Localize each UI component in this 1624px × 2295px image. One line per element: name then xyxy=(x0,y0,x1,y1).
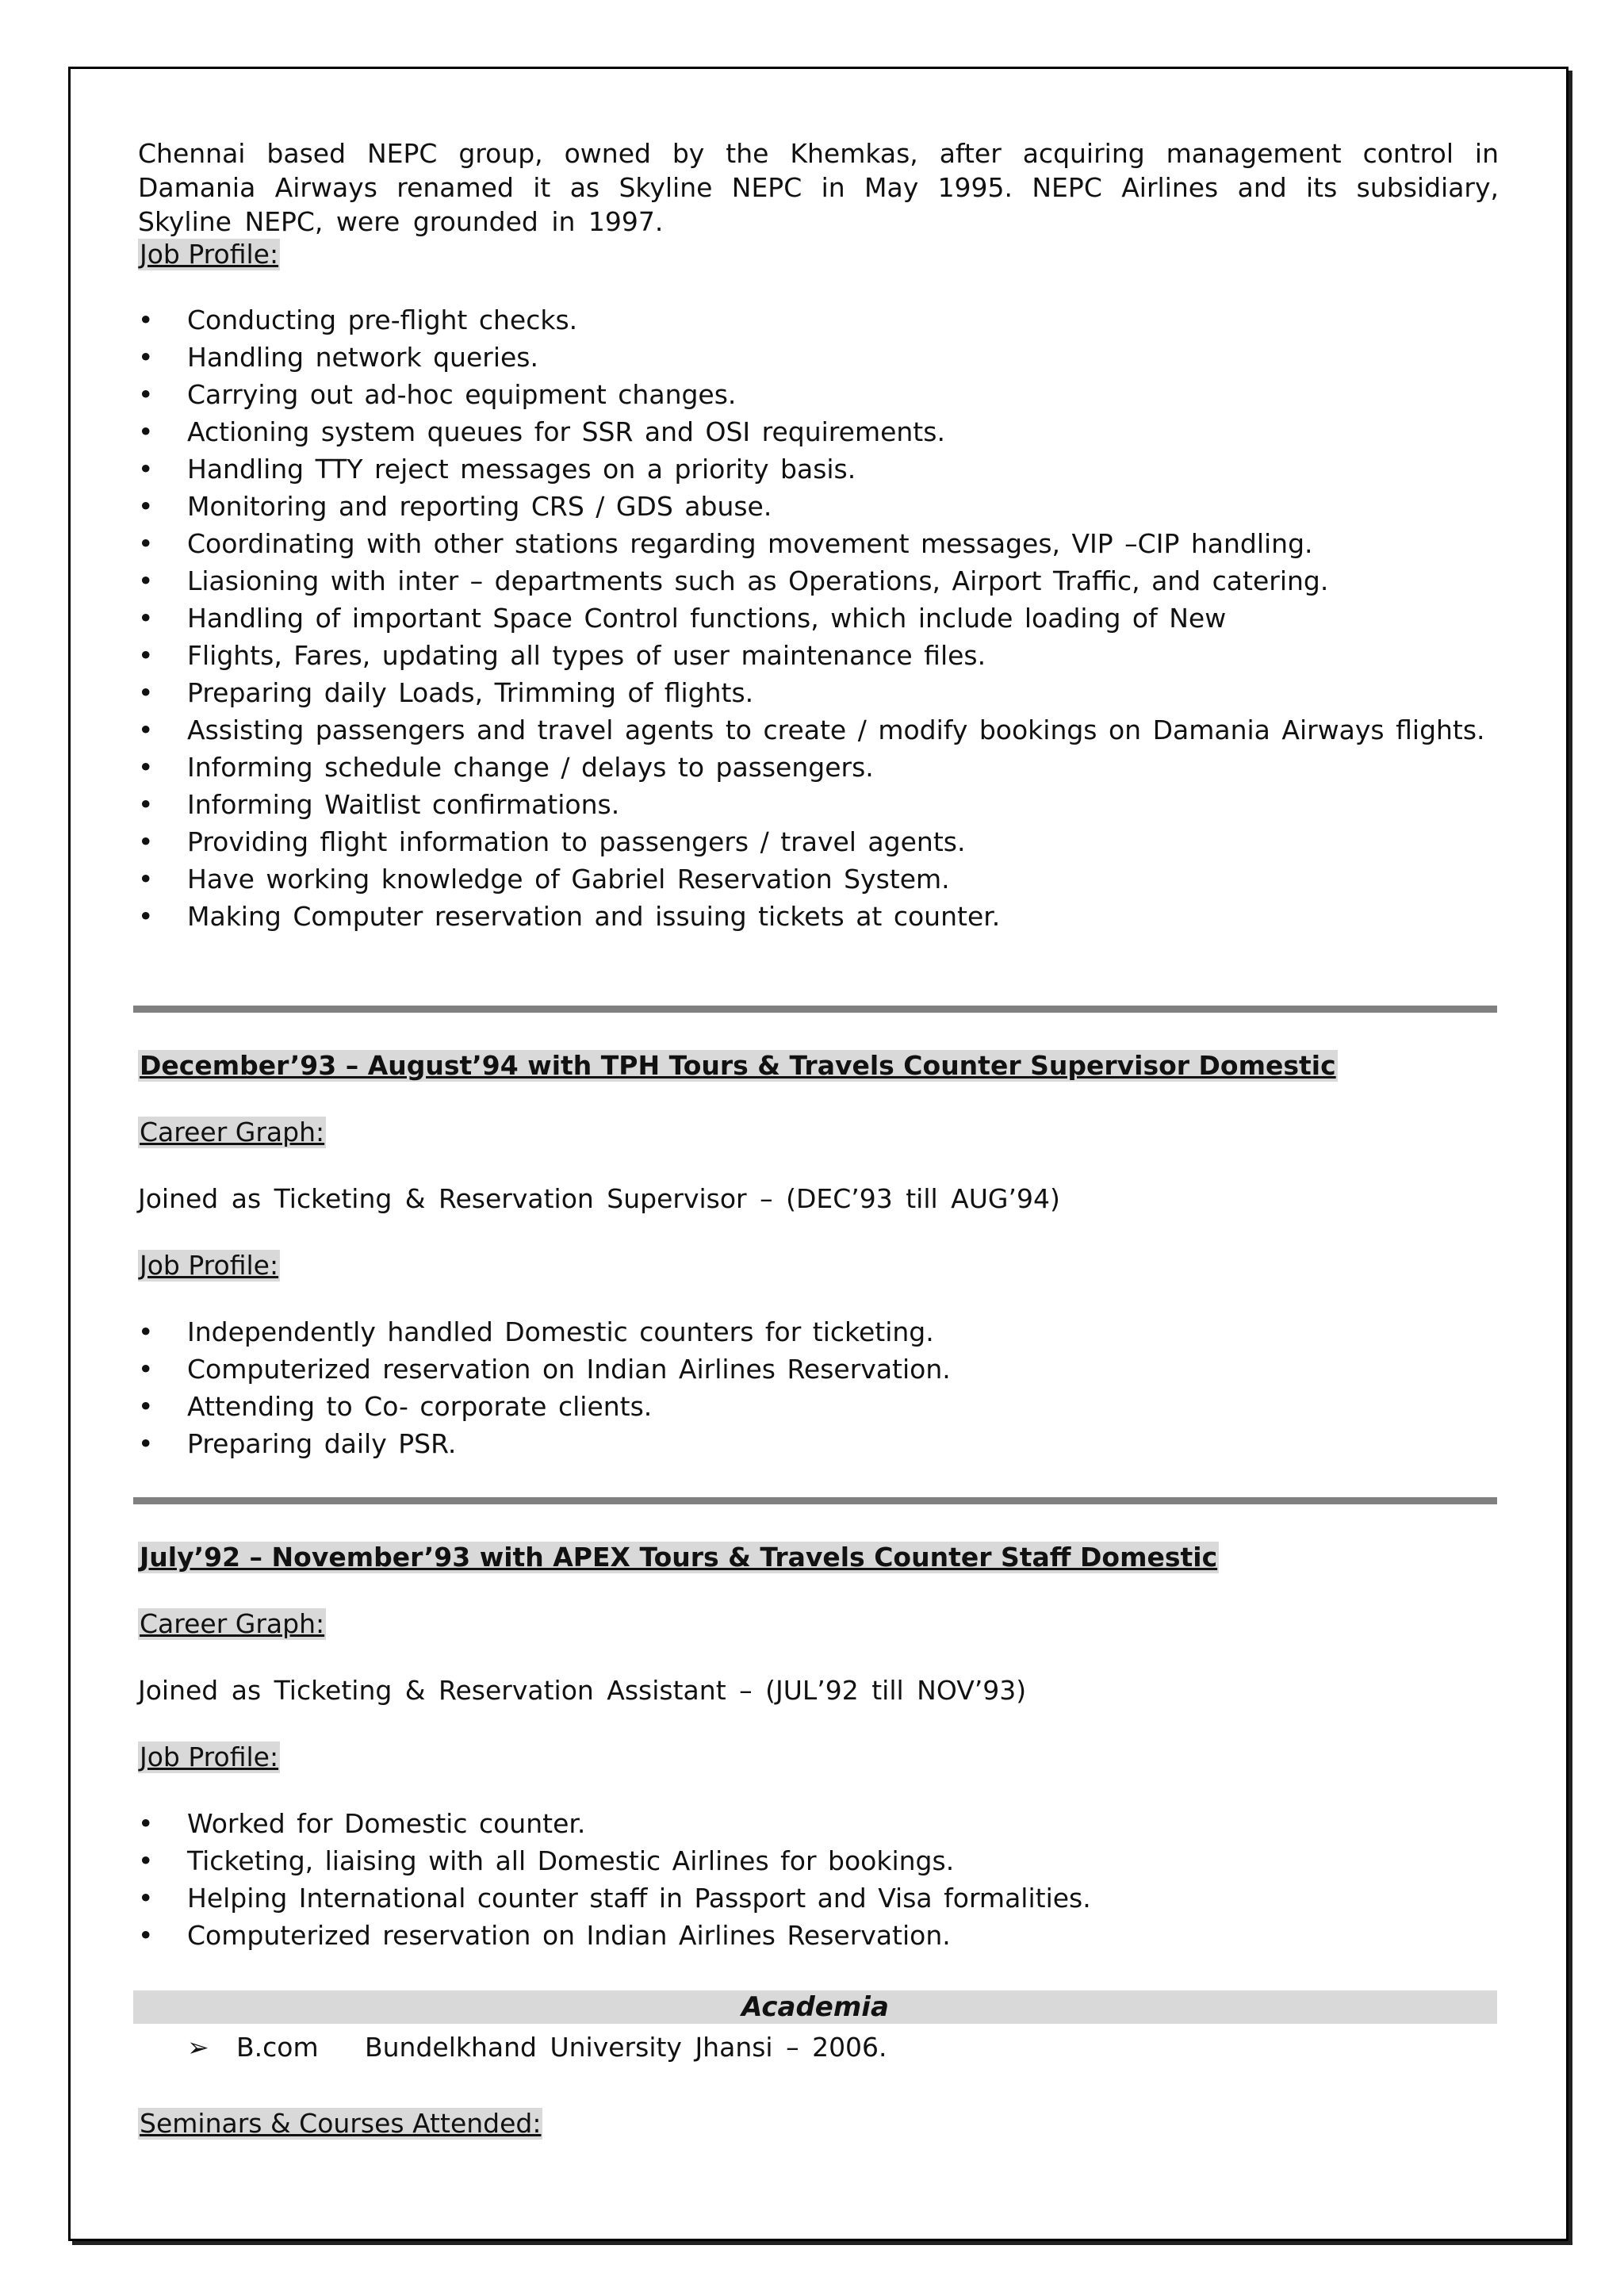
bullet-icon: • xyxy=(138,379,154,410)
bullet-icon: • xyxy=(138,1354,154,1385)
list-item: • Computerized reservation on Indian Airlines Reservation. xyxy=(138,1920,951,1951)
bullet-icon: • xyxy=(138,1316,154,1347)
bullet-icon: • xyxy=(138,789,154,820)
bullet-icon: • xyxy=(138,640,154,671)
intro-section xyxy=(138,136,1499,270)
list-item: • Informing Waitlist confirmations. xyxy=(138,789,620,820)
intro-paragraph: Chennai based NEPC group, owned by the Khemkas, after acquiring management control in Damania Airways renamed it as Skyline NEPC in May 1995. NEPC Airlines and its subsidiary, Skyline NEPC, were grounded in 1997. xyxy=(138,138,1499,237)
section3-career-graph xyxy=(138,1608,326,1640)
list-item: • Have working knowledge of Gabriel Reservation System. xyxy=(138,864,950,895)
list-item: • Helping International counter staff in Passport and Visa formalities. xyxy=(138,1883,1091,1914)
institution: Bundelkhand University Jhansi – 2006. xyxy=(365,2032,887,2063)
list-item: • Flights, Fares, updating all types of user maintenance files. xyxy=(138,640,986,671)
bullet-icon: • xyxy=(138,1808,154,1839)
section3-job-profile-label-wrap xyxy=(138,1741,280,1773)
bullet-icon: • xyxy=(138,901,154,932)
bullet-icon: • xyxy=(138,1845,154,1876)
bullet-icon: • xyxy=(138,565,154,596)
job-profile-list xyxy=(138,305,1499,933)
list-item: • Worked for Domestic counter. xyxy=(138,1808,586,1839)
list-item: • Coordinating with other stations regarding movement messages, VIP –CIP handling. xyxy=(138,528,1313,559)
section2-job-profile-label-wrap xyxy=(138,1250,280,1282)
section3-job-profile xyxy=(138,1808,1499,1957)
list-item: • Handling network queries. xyxy=(138,342,538,373)
list-item: • Computerized reservation on Indian Airlines Reservation. xyxy=(138,1354,951,1385)
list-item: • Preparing daily PSR. xyxy=(138,1428,457,1459)
job-profile-list xyxy=(138,1316,1499,1460)
bullet-icon: • xyxy=(138,603,154,634)
arrow-bullet-icon: ➢ xyxy=(187,2032,209,2063)
seminars-label: Seminars & Courses Attended: xyxy=(140,2108,542,2139)
bullet-icon: • xyxy=(138,826,154,857)
career-graph-label: Career Graph: xyxy=(140,1117,325,1148)
section-divider xyxy=(133,1006,1497,1013)
bullet-icon: • xyxy=(138,491,154,522)
job-profile-label: Job Profile: xyxy=(140,1741,279,1772)
bullet-icon: • xyxy=(138,1428,154,1459)
seminars-section xyxy=(138,2108,542,2140)
list-item: • Informing schedule change / delays to passengers. xyxy=(138,752,874,783)
bullet-icon: • xyxy=(138,1883,154,1914)
bullet-icon: • xyxy=(138,677,154,708)
career-graph-label: Career Graph: xyxy=(140,1608,325,1639)
bullet-icon: • xyxy=(138,528,154,559)
bullet-icon: • xyxy=(138,1920,154,1951)
job-profile-label: Job Profile: xyxy=(140,1250,279,1281)
list-item: • Independently handled Domestic counters for ticketing. xyxy=(138,1316,934,1347)
list-item: • Carrying out ad-hoc equipment changes. xyxy=(138,379,737,410)
section2-job-profile xyxy=(138,1316,1499,1466)
list-item: • Preparing daily Loads, Trimming of flights. xyxy=(138,677,754,708)
bullet-icon: • xyxy=(138,1391,154,1422)
section-divider xyxy=(133,1497,1497,1504)
section2-heading-block xyxy=(138,1050,1499,1082)
list-item: • Liasioning with inter – departments such as Operations, Airport Traffic, and catering. xyxy=(138,565,1329,596)
section-heading: July’92 – November’93 with APEX Tours & Travels Counter Staff Domestic xyxy=(140,1542,1218,1573)
academia-item xyxy=(187,2032,887,2063)
list-item: • Monitoring and reporting CRS / GDS abuse. xyxy=(138,491,772,522)
bullet-icon: • xyxy=(138,715,154,745)
bullet-icon: • xyxy=(138,454,154,485)
list-item: • Actioning system queues for SSR and OSI requirements. xyxy=(138,416,945,447)
list-item: • Assisting passengers and travel agents to create / modify bookings on Damania Airways flights. xyxy=(138,715,1485,745)
list-item: • Making Computer reservation and issuing tickets at counter. xyxy=(138,901,1001,932)
bullet-icon: • xyxy=(138,305,154,335)
section3-heading-block xyxy=(138,1542,1499,1573)
section-heading: December’93 – August’94 with TPH Tours & Travels Counter Supervisor Domestic xyxy=(140,1050,1336,1081)
degree: B.com xyxy=(236,2032,319,2063)
list-item: • Handling of important Space Control functions, which include loading of New xyxy=(138,603,1227,634)
section2-career-graph xyxy=(138,1117,326,1148)
list-item: • Attending to Co- corporate clients. xyxy=(138,1391,653,1422)
career-text: Joined as Ticketing & Reservation Assistant – (JUL’92 till NOV’93) xyxy=(138,1675,1027,1706)
list-item: • Conducting pre-flight checks. xyxy=(138,305,578,335)
academia-heading: Academia xyxy=(133,1990,1497,2024)
job-profile-label: Job Profile: xyxy=(140,239,279,270)
list-item: • Providing flight information to passengers / travel agents. xyxy=(138,826,966,857)
list-item: • Ticketing, liaising with all Domestic Airlines for bookings. xyxy=(138,1845,955,1876)
list-item: • Handling TTY reject messages on a priority basis. xyxy=(138,454,856,485)
bullet-icon: • xyxy=(138,416,154,447)
career-text: Joined as Ticketing & Reservation Supervisor – (DEC’93 till AUG’94) xyxy=(138,1183,1060,1214)
bullet-icon: • xyxy=(138,752,154,783)
section1-job-profile xyxy=(138,305,1499,938)
bullet-icon: • xyxy=(138,342,154,373)
bullet-icon: • xyxy=(138,864,154,895)
job-profile-list xyxy=(138,1808,1499,1952)
